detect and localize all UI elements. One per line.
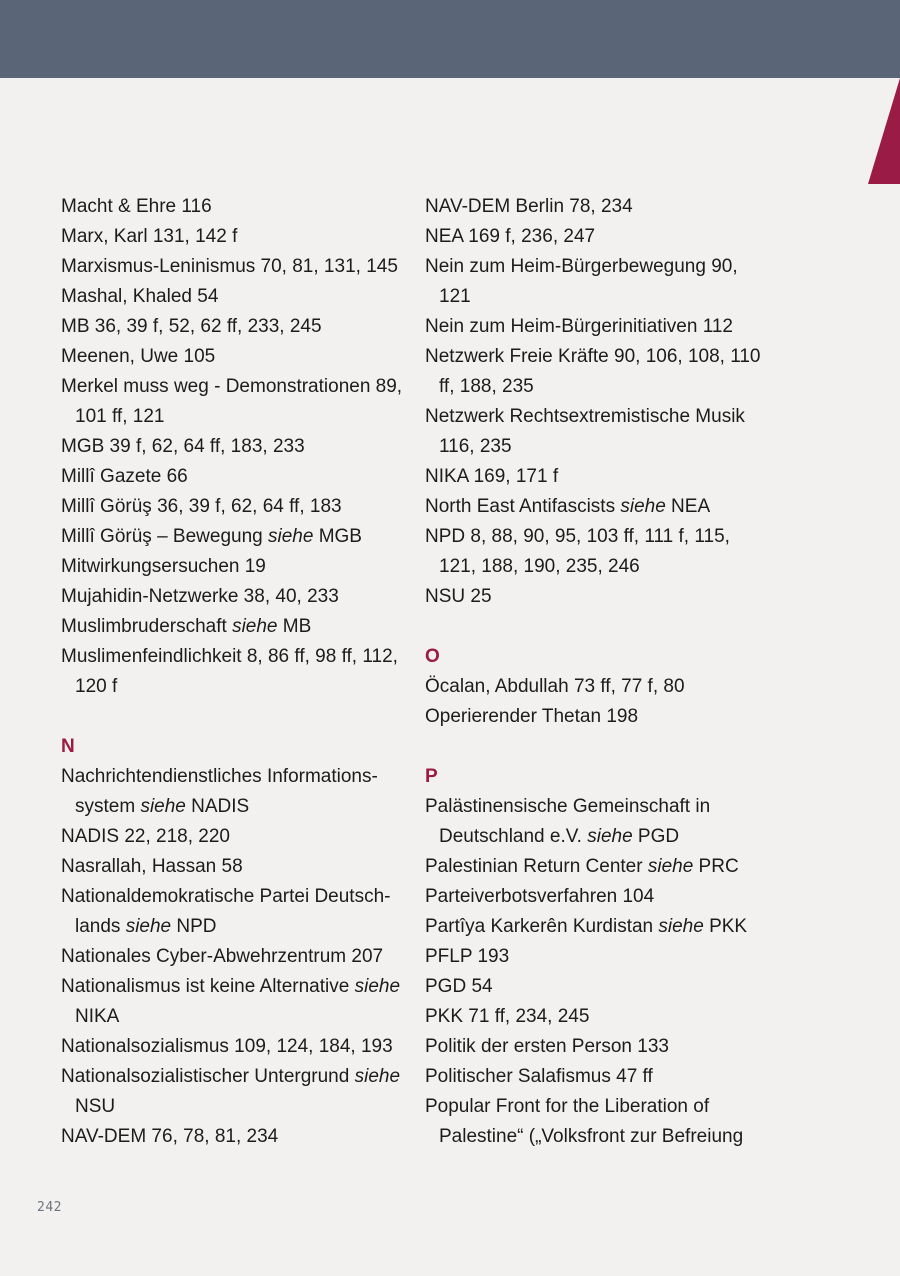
index-term: Nationales Cyber-Abwehrzentrum 207 [61, 946, 384, 967]
header-band [0, 0, 900, 78]
index-term: Nationalismus ist keine Alternative [61, 976, 355, 997]
cross-reference-target: NADIS [185, 796, 250, 817]
index-column-right [425, 192, 765, 1152]
index-term: Nein zum Heim-Bürgerbewegung 90, 121 [425, 256, 738, 307]
cross-reference-target: PKK [703, 916, 748, 937]
cross-reference-siehe: siehe [658, 916, 704, 937]
index-entry [425, 1092, 765, 1152]
index-term: PGD 54 [425, 976, 493, 997]
index-term: Muslimenfeindlichkeit 8, 86 ff, 98 ff, 112, 120 f [61, 646, 398, 697]
index-entry [61, 492, 411, 522]
index-term: Nein zum Heim-Bürgerinitiativen 112 [425, 316, 733, 337]
index-entry [61, 852, 411, 882]
index-term: NADIS 22, 218, 220 [61, 826, 230, 847]
index-entry [61, 462, 411, 492]
index-term: PKK 71 ff, 234, 245 [425, 1006, 590, 1027]
page-number: 242 [37, 1200, 62, 1215]
index-entry [425, 792, 765, 852]
index-entry [61, 222, 411, 252]
index-term: Operierender Thetan 198 [425, 706, 639, 727]
index-entry [61, 312, 411, 342]
index-entry [425, 462, 765, 492]
cross-reference-target: NPD [171, 916, 217, 937]
index-entry [425, 912, 765, 942]
index-term: Marx, Karl 131, 142 f [61, 226, 238, 247]
index-entry [425, 672, 765, 702]
index-term: Meenen, Uwe 105 [61, 346, 216, 367]
index-entry [425, 1032, 765, 1062]
index-term: NAV-DEM 76, 78, 81, 234 [61, 1126, 279, 1147]
index-entry [425, 312, 765, 342]
index-term: PFLP 193 [425, 946, 510, 967]
index-entry [61, 1062, 411, 1122]
index-entry [425, 852, 765, 882]
index-term: Parteiverbotsverfahren 104 [425, 886, 655, 907]
index-entry [61, 342, 411, 372]
index-term: MGB 39 f, 62, 64 ff, 183, 233 [61, 436, 305, 457]
index-entry [425, 702, 765, 732]
cross-reference-siehe: siehe [125, 916, 172, 937]
cross-reference-siehe: siehe [354, 1066, 401, 1087]
index-entry [425, 972, 765, 1002]
index-term: Popular Front for the Liberation of Palestine“ („Volksfront zur Befreiung [425, 1096, 744, 1147]
cross-reference-target: MGB [313, 526, 362, 547]
index-entry [425, 522, 765, 582]
index-entry [425, 492, 765, 522]
index-letter-heading: O [425, 646, 440, 667]
cross-reference-siehe: siehe [140, 796, 186, 817]
index-term: Millî Görüş 36, 39 f, 62, 64 ff, 183 [61, 496, 342, 517]
index-term: Politik der ersten Person 133 [425, 1036, 669, 1057]
index-term: Nasrallah, Hassan 58 [61, 856, 243, 877]
index-entry [61, 882, 411, 942]
index-letter-heading: N [61, 736, 75, 757]
index-entry [61, 252, 411, 282]
corner-tab-marker [868, 78, 900, 184]
index-entry [61, 612, 411, 642]
index-term: NSU 25 [425, 586, 492, 607]
index-entry [61, 192, 411, 222]
index-term: Muslimbruderschaft [61, 616, 233, 637]
index-entry [425, 942, 765, 972]
cross-reference-target: NEA [665, 496, 711, 517]
index-term: Netzwerk Rechtsextremistische Musik 116, 235 [425, 406, 745, 457]
index-term: Merkel muss weg - Demonstrationen 89, 101 ff, 121 [61, 376, 403, 427]
index-term: Palästinensische Gemeinschaft in Deutschland e.V. [425, 796, 711, 847]
index-column-left [61, 192, 411, 1152]
cross-reference-target: PGD [632, 826, 680, 847]
index-term: Politischer Salafismus 47 ff [425, 1066, 653, 1087]
index-entry [61, 372, 411, 432]
cross-reference-siehe: siehe [268, 526, 314, 547]
index-term: Nationalsozialismus 109, 124, 184, 193 [61, 1036, 393, 1057]
index-entry [61, 582, 411, 612]
index-term: NAV-DEM Berlin 78, 234 [425, 196, 633, 217]
index-entry [61, 282, 411, 312]
index-entry [425, 192, 765, 222]
cross-reference-siehe: siehe [587, 826, 633, 847]
index-entry [425, 222, 765, 252]
cross-reference-siehe: siehe [647, 856, 694, 877]
index-term: Millî Görüş – Bewegung [61, 526, 268, 547]
cross-reference-target: NSU [75, 1096, 116, 1117]
index-entry [425, 582, 765, 612]
index-term: Nationalsozialistischer Untergrund [61, 1066, 355, 1087]
index-term: Marxismus-Leninismus 70, 81, 131, 145 [61, 256, 398, 277]
cross-reference-siehe: siehe [620, 496, 666, 517]
cross-reference-siehe: siehe [232, 616, 278, 637]
index-entry [61, 1032, 411, 1062]
index-entry [61, 432, 411, 462]
index-entry [61, 942, 411, 972]
index-term: Mitwirkungsersuchen 19 [61, 556, 266, 577]
index-term: Nachrichtendienstliches Informationssystem [61, 766, 378, 817]
index-term: Nationaldemokratische Partei Deutschlands [61, 886, 391, 937]
index-term: NIKA 169, 171 f [425, 466, 559, 487]
index-entry [425, 402, 765, 462]
index-entry [425, 1002, 765, 1032]
index-term: Partîya Karkerên Kurdistan [425, 916, 659, 937]
index-term: Öcalan, Abdullah 73 ff, 77 f, 80 [425, 676, 685, 697]
index-entry [425, 1062, 765, 1092]
index-term: NPD 8, 88, 90, 95, 103 ff, 111 f, 115, 121, 188, 190, 235, 246 [425, 526, 730, 577]
cross-reference-target: PRC [693, 856, 739, 877]
index-entry [61, 972, 411, 1032]
index-entry [61, 642, 411, 702]
index-entry [61, 822, 411, 852]
index-term: North East Antifascists [425, 496, 621, 517]
index-term: Millî Gazete 66 [61, 466, 188, 487]
cross-reference-siehe: siehe [354, 976, 401, 997]
index-term: Palestinian Return Center [425, 856, 648, 877]
index-entry [425, 342, 765, 402]
index-entry [425, 882, 765, 912]
index-term: Mujahidin-Netzwerke 38, 40, 233 [61, 586, 339, 607]
index-term: Mashal, Khaled 54 [61, 286, 219, 307]
index-entry [425, 252, 765, 312]
cross-reference-target: NIKA [75, 1006, 120, 1027]
index-term: Netzwerk Freie Kräfte 90, 106, 108, 110 ff, 188, 235 [425, 346, 761, 397]
index-term: MB 36, 39 f, 52, 62 ff, 233, 245 [61, 316, 322, 337]
index-entry [61, 762, 411, 822]
index-entry [61, 1122, 411, 1152]
index-term: NEA 169 f, 236, 247 [425, 226, 596, 247]
index-term: Macht & Ehre 116 [61, 196, 212, 217]
index-letter-heading: P [425, 766, 438, 787]
cross-reference-target: MB [277, 616, 312, 637]
index-entry [61, 522, 411, 552]
index-entry [61, 552, 411, 582]
